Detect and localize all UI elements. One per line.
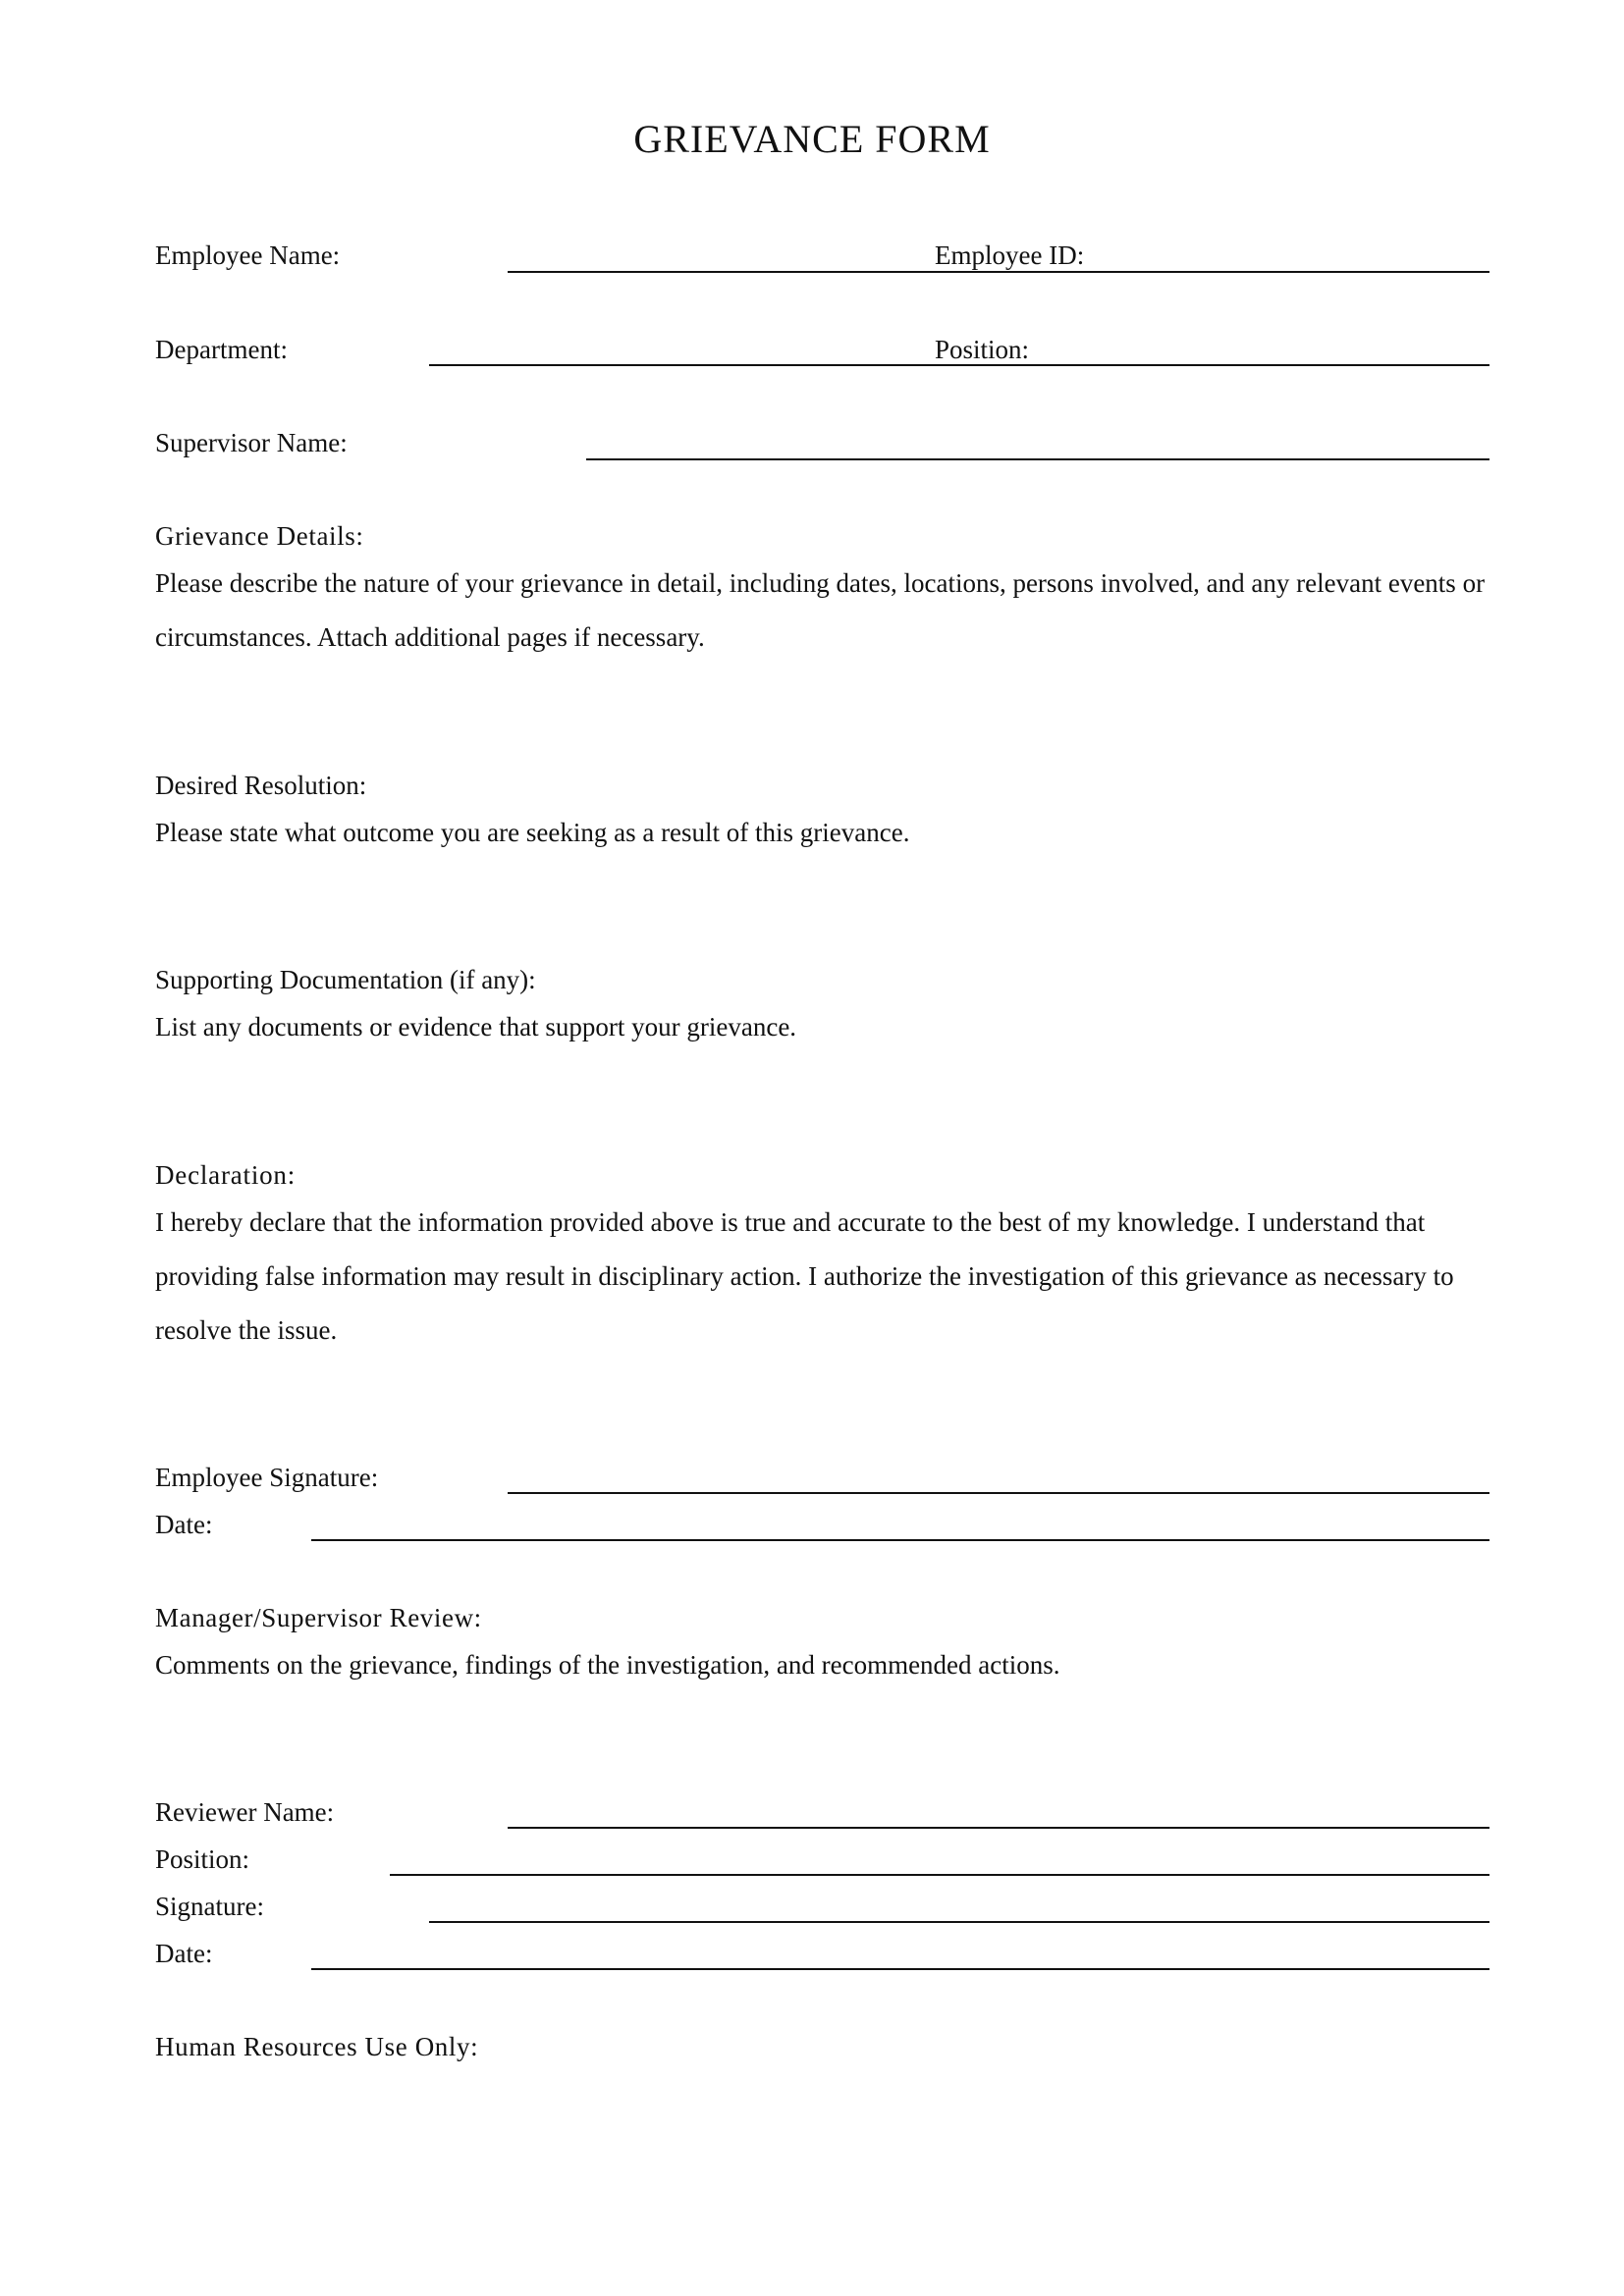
department-label: Department: (155, 335, 288, 364)
position-label: Position: (935, 335, 1030, 364)
supporting-documentation-heading: Supporting Documentation (if any): (155, 965, 536, 994)
employee-name-line (508, 271, 1489, 273)
employee-id-label: Employee ID: (935, 240, 1085, 270)
reviewer-name-label: Reviewer Name: (155, 1797, 335, 1827)
desired-resolution-textarea[interactable] (155, 869, 1494, 961)
manager-review-textarea[interactable] (155, 1701, 1494, 1793)
reviewer-date-label: Date: (155, 1939, 213, 1968)
reviewer-position-line (390, 1874, 1489, 1876)
employee-signature-label: Employee Signature: (155, 1463, 379, 1492)
reviewer-signature-label: Signature: (155, 1892, 264, 1921)
grievance-details-instructions: Please describe the nature of your grievance in detail, including dates, locations, persons involved, and any relevant events or circumstances. Attach additional pages if necessary. (155, 568, 1486, 652)
employee-signature-line (508, 1492, 1489, 1494)
reviewer-name-field[interactable] (508, 1791, 1492, 1827)
employee-name-field[interactable] (508, 236, 928, 271)
employee-date-line (311, 1539, 1489, 1541)
manager-review-instructions: Comments on the grievance, findings of the investigation, and recommended actions. (155, 1650, 1060, 1680)
supervisor-name-line (586, 458, 1489, 460)
hr-use-only-heading: Human Resources Use Only: (155, 2032, 479, 2061)
reviewer-position-field[interactable] (390, 1839, 1492, 1874)
reviewer-signature-field[interactable] (429, 1886, 1492, 1921)
employee-signature-field[interactable] (508, 1457, 1492, 1492)
supervisor-name-field[interactable] (586, 422, 1492, 457)
supervisor-name-label: Supervisor Name: (155, 428, 348, 457)
employee-date-field[interactable] (311, 1504, 1492, 1539)
reviewer-name-line (508, 1827, 1489, 1829)
employee-id-field[interactable] (1092, 236, 1492, 271)
form-title: GRIEVANCE FORM (633, 117, 991, 161)
grievance-details-textarea[interactable] (155, 672, 1494, 765)
reviewer-signature-line (429, 1921, 1489, 1923)
employee-date-label: Date: (155, 1510, 213, 1539)
reviewer-position-label: Position: (155, 1844, 250, 1874)
grievance-details-heading: Grievance Details: (155, 521, 364, 551)
position-field[interactable] (1041, 329, 1492, 364)
declaration-heading: Declaration: (155, 1160, 297, 1190)
department-field[interactable] (429, 329, 928, 364)
reviewer-date-field[interactable] (311, 1933, 1492, 1968)
employee-name-label: Employee Name: (155, 240, 341, 270)
declaration-text: I hereby declare that the information provided above is true and accurate to the best of my knowledge. I understand that providing false information may result in disciplinary action. I authorize the investigation of this grievance as necessary to resolve the issue. (155, 1207, 1454, 1345)
supporting-documentation-instructions: List any documents or evidence that support your grievance. (155, 1012, 797, 1041)
desired-resolution-heading: Desired Resolution: (155, 771, 367, 800)
desired-resolution-instructions: Please state what outcome you are seeking as a result of this grievance. (155, 818, 910, 847)
reviewer-date-line (311, 1968, 1489, 1970)
manager-review-heading: Manager/Supervisor Review: (155, 1603, 482, 1632)
supporting-documentation-textarea[interactable] (155, 1063, 1494, 1155)
